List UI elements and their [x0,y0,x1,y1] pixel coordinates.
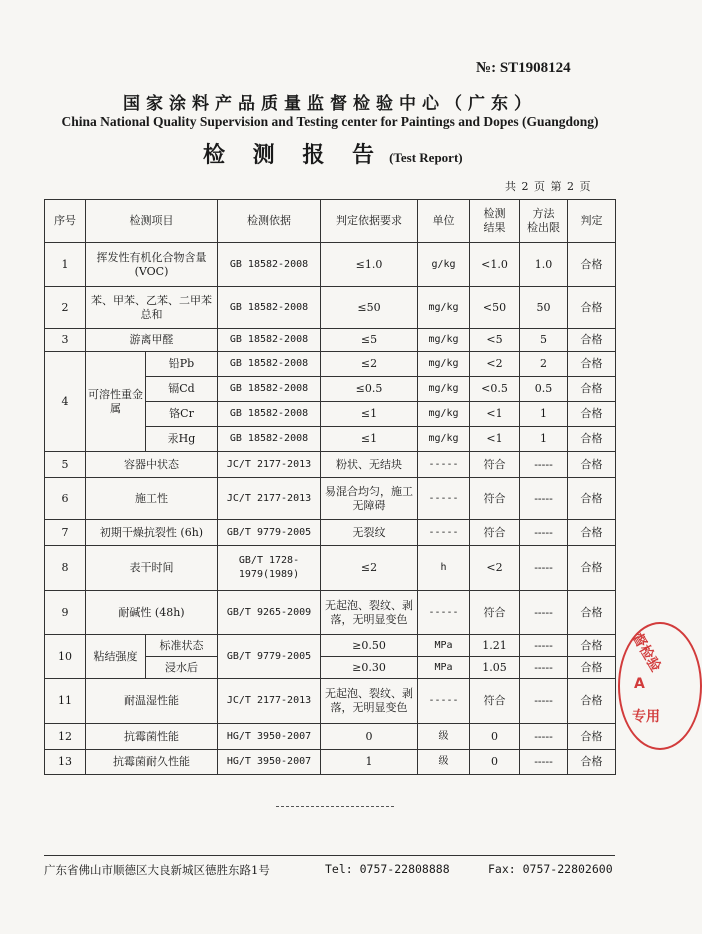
row-judge: 合格 [568,243,616,287]
row-result: <0.5 [470,377,520,402]
row-seq: 8 [45,546,86,591]
row-limit: ----- [520,724,568,750]
row-seq: 4 [45,352,86,452]
footer-tel: Tel: 0757-22808888 [325,862,450,876]
row-basis: GB 18582-2008 [218,377,321,402]
row-limit: 2 [520,352,568,377]
row-seq: 9 [45,591,86,635]
row-judge: 合格 [568,546,616,591]
row-subitem: 镉Cd [146,377,218,402]
footer-address: 广东省佛山市顺德区大良新城区德胜东路1号 [44,863,270,877]
row-judge: 合格 [568,724,616,750]
row-seq: 11 [45,679,86,724]
page-info: 共 2 页 第 2 页 [505,180,592,193]
row-seq: 3 [45,329,86,352]
row-limit: ----- [520,591,568,635]
report-title-en: (Test Report) [389,150,463,165]
header-row [45,200,616,243]
row-requirement: ≤2 [321,546,418,591]
row-seq: 5 [45,452,86,478]
row-limit: 50 [520,287,568,329]
row-item: 表干时间 [86,546,218,591]
row-requirement: ≥0.50 [321,635,418,657]
row-requirement: 0 [321,724,418,750]
row-result: <1 [470,427,520,452]
row-result: 1.05 [470,657,520,679]
row-requirement: 粉状、无结块 [321,452,418,478]
report-title-cn: 检 测 报 告 [203,143,384,168]
row-seq: 10 [45,635,86,679]
row-group: 粘结强度 [86,635,146,679]
row-judge: 合格 [568,287,616,329]
table-row [45,750,616,775]
row-judge: 合格 [568,452,616,478]
row-seq: 1 [45,243,86,287]
row-limit: ----- [520,520,568,546]
row-limit: ----- [520,750,568,775]
row-basis: JC/T 2177-2013 [218,478,321,520]
row-result: 0 [470,724,520,750]
row-requirement: ≤1 [321,402,418,427]
row-unit: mg/kg [418,402,470,427]
row-requirement: ≥0.30 [321,657,418,679]
report-title [203,138,463,169]
row-judge: 合格 [568,402,616,427]
row-basis: GB 18582-2008 [218,427,321,452]
row-seq: 7 [45,520,86,546]
row-result: 0 [470,750,520,775]
row-judge: 合格 [568,352,616,377]
row-judge: 合格 [568,427,616,452]
row-unit: 级 [418,750,470,775]
row-result: <2 [470,546,520,591]
official-stamp [618,622,702,750]
table-row [45,679,616,724]
footer-divider [44,855,615,856]
row-basis: GB 18582-2008 [218,352,321,377]
row-judge: 合格 [568,657,616,679]
row-item: 施工性 [86,478,218,520]
stamp-text-1: 督检验 [628,630,664,675]
row-unit: 级 [418,724,470,750]
table-row [45,546,616,591]
header-result: 检测 结果 [470,200,520,243]
row-judge: 合格 [568,520,616,546]
table-row [45,243,616,287]
table-row [45,452,616,478]
row-basis: GB 18582-2008 [218,402,321,427]
row-requirement: 1 [321,750,418,775]
row-limit: 1.0 [520,243,568,287]
row-basis: GB/T 9779-2005 [218,635,321,679]
row-result: 符合 [470,591,520,635]
row-group: 可溶性重金属 [86,352,146,452]
row-requirement: ≤1.0 [321,243,418,287]
row-judge: 合格 [568,478,616,520]
row-requirement: ≤50 [321,287,418,329]
row-limit: 5 [520,329,568,352]
row-judge: 合格 [568,635,616,657]
row-limit: 1 [520,427,568,452]
row-basis: GB/T 9265-2009 [218,591,321,635]
table-row [45,287,616,329]
row-unit: ----- [418,478,470,520]
center-name-en: China National Quality Supervision and Testing center for Paintings and Dopes (Guangdong) [61,114,599,129]
row-unit: mg/kg [418,377,470,402]
row-item: 游离甲醛 [86,329,218,352]
row-result: 符合 [470,452,520,478]
row-limit: ----- [520,679,568,724]
row-unit: MPa [418,635,470,657]
center-name-cn: 国家涂料产品质量监督检验中心（广东） [123,94,537,114]
header-requirement: 判定依据要求 [321,200,418,243]
row-result: <5 [470,329,520,352]
row-basis: HG/T 3950-2007 [218,750,321,775]
row-seq: 13 [45,750,86,775]
row-seq: 12 [45,724,86,750]
row-judge: 合格 [568,329,616,352]
row-basis: GB 18582-2008 [218,243,321,287]
row-unit: ----- [418,591,470,635]
header-unit: 单位 [418,200,470,243]
row-result: 符合 [470,478,520,520]
row-requirement: ≤1 [321,427,418,452]
row-item: 抗霉菌性能 [86,724,218,750]
row-unit: mg/kg [418,352,470,377]
row-unit: ----- [418,679,470,724]
table-row [45,329,616,352]
row-basis: GB 18582-2008 [218,329,321,352]
row-requirement: 无裂纹 [321,520,418,546]
row-result: <2 [470,352,520,377]
row-item: 初期干燥抗裂性 (6h) [86,520,218,546]
row-limit: ----- [520,657,568,679]
row-limit: ----- [520,452,568,478]
row-unit: mg/kg [418,427,470,452]
row-seq: 6 [45,478,86,520]
table-row [45,635,616,657]
row-limit: ----- [520,546,568,591]
row-limit: ----- [520,635,568,657]
row-item: 容器中状态 [86,452,218,478]
table-row [45,591,616,635]
stamp-text-2: A [634,676,645,692]
header-seq: 序号 [45,200,86,243]
row-requirement: 易混合均匀，施工无障碍 [321,478,418,520]
row-unit: MPa [418,657,470,679]
row-unit: g/kg [418,243,470,287]
row-requirement: ≤2 [321,352,418,377]
row-basis: HG/T 3950-2007 [218,724,321,750]
row-item: 挥发性有机化合物含量(VOC) [86,243,218,287]
row-unit: h [418,546,470,591]
row-unit: mg/kg [418,287,470,329]
row-basis: JC/T 2177-2013 [218,679,321,724]
table-row [45,352,616,377]
row-subitem: 铅Pb [146,352,218,377]
row-limit: 1 [520,402,568,427]
row-result: <50 [470,287,520,329]
row-requirement: 无起泡、裂纹、剥落，无明显变色 [321,591,418,635]
row-result: 符合 [470,679,520,724]
row-judge: 合格 [568,591,616,635]
row-judge: 合格 [568,679,616,724]
row-requirement: ≤0.5 [321,377,418,402]
row-item: 耐温湿性能 [86,679,218,724]
table-row [45,724,616,750]
row-limit: ----- [520,478,568,520]
row-judge: 合格 [568,377,616,402]
row-subitem: 浸水后 [146,657,218,679]
table-row [45,478,616,520]
table-row [45,520,616,546]
row-requirement: 无起泡、裂纹、剥落，无明显变色 [321,679,418,724]
row-subitem: 标准状态 [146,635,218,657]
row-item: 耐碱性 (48h) [86,591,218,635]
row-subitem: 汞Hg [146,427,218,452]
stamp-text-3: 专用 [632,709,660,725]
row-result: 符合 [470,520,520,546]
row-basis: GB/T 1728-1979(1989) [218,546,321,591]
row-seq: 2 [45,287,86,329]
row-unit: ----- [418,452,470,478]
end-of-table-line [276,806,394,807]
row-unit: mg/kg [418,329,470,352]
footer-fax: Fax: 0757-22802600 [488,862,613,876]
row-result: <1 [470,402,520,427]
row-unit: ----- [418,520,470,546]
header-basis: 检测依据 [218,200,321,243]
header-limit: 方法 检出限 [520,200,568,243]
row-item: 苯、甲苯、乙苯、二甲苯总和 [86,287,218,329]
row-subitem: 铬Cr [146,402,218,427]
row-requirement: ≤5 [321,329,418,352]
row-result: 1.21 [470,635,520,657]
row-result: <1.0 [470,243,520,287]
row-item: 抗霉菌耐久性能 [86,750,218,775]
header-judge: 判定 [568,200,616,243]
row-basis: GB/T 9779-2005 [218,520,321,546]
row-limit: 0.5 [520,377,568,402]
results-table [44,199,616,775]
header-item: 检测项目 [86,200,218,243]
row-basis: GB 18582-2008 [218,287,321,329]
row-basis: JC/T 2177-2013 [218,452,321,478]
row-judge: 合格 [568,750,616,775]
report-number: №: ST1908124 [476,60,571,76]
